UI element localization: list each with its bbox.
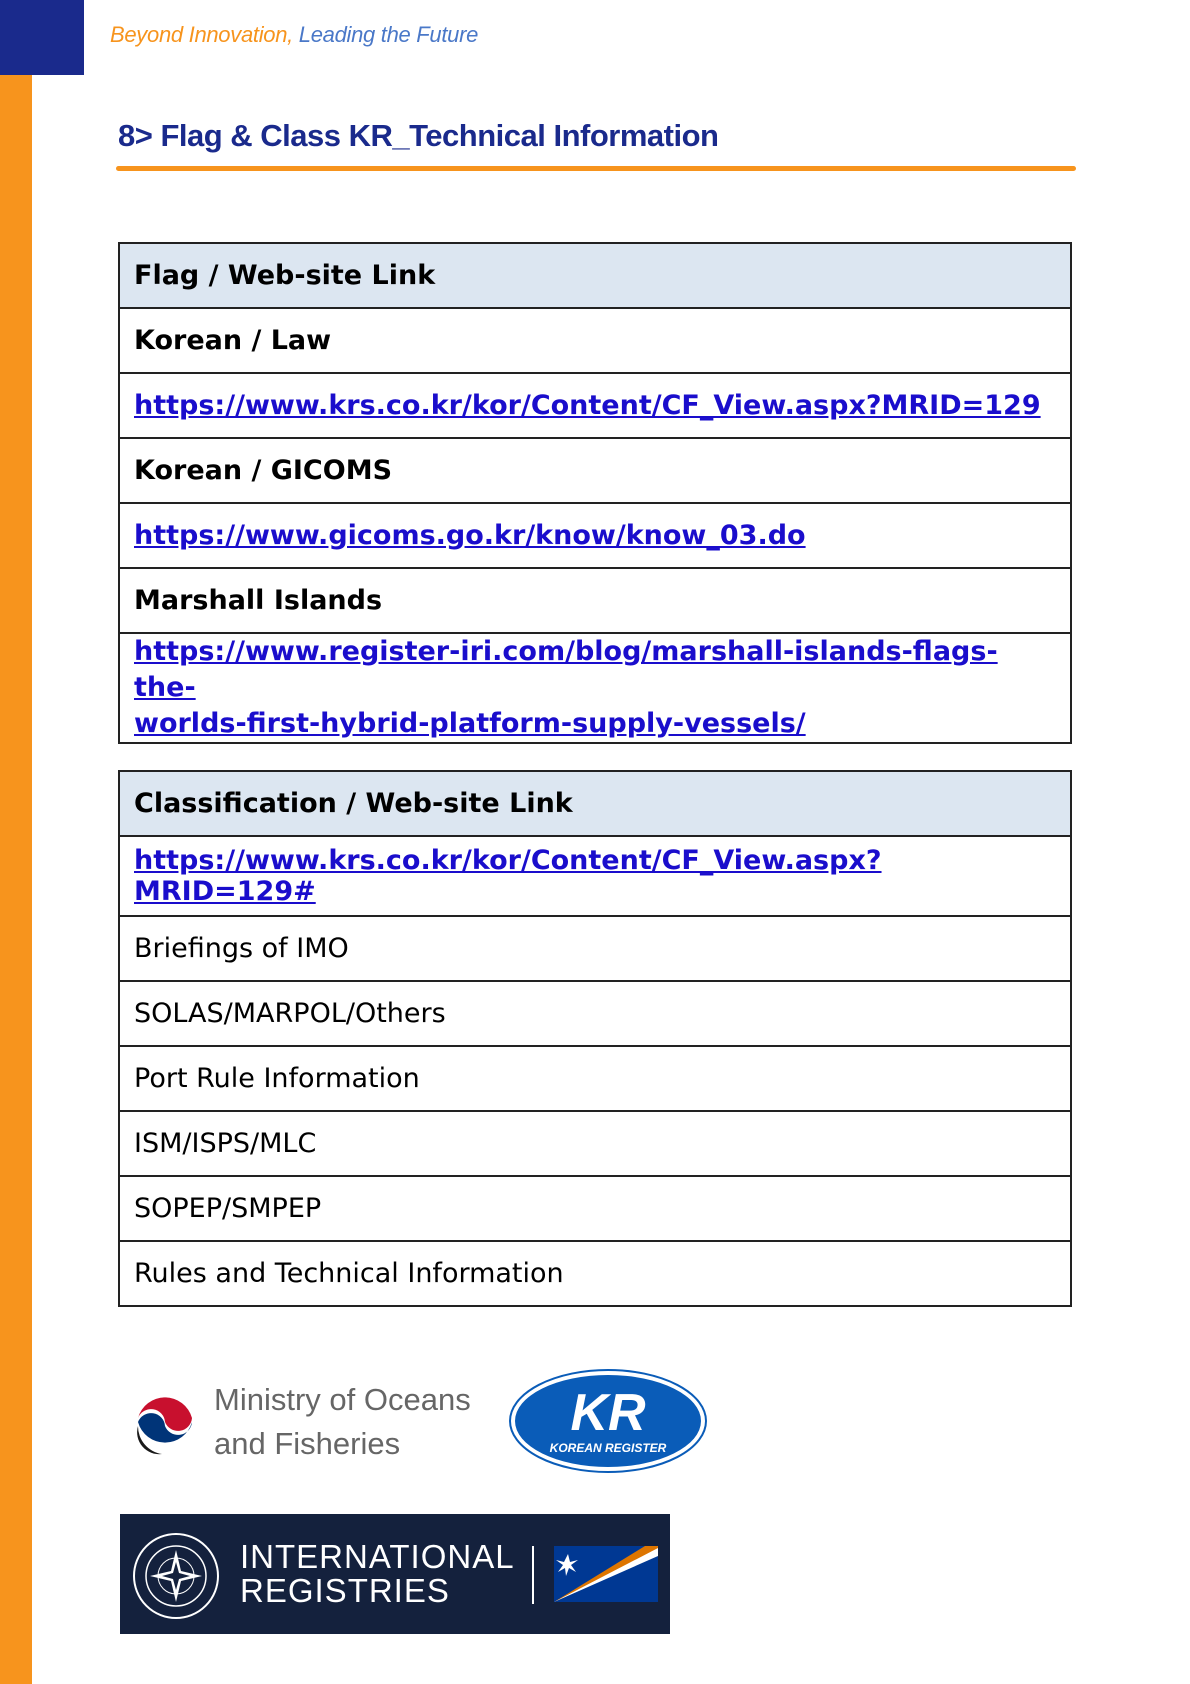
link-krs-class[interactable]: https://www.krs.co.kr/kor/Content/CF_View.aspx?MRID=129# bbox=[134, 845, 882, 907]
ir-seal-icon bbox=[130, 1530, 222, 1622]
link-register-iri[interactable]: https://www.register-iri.com/blog/marshall-islands-flags-the- worlds-first-hybrid-platform-supply-vessels/ bbox=[134, 636, 998, 739]
table-row bbox=[119, 503, 1071, 568]
flag-korean-law: Korean / Law bbox=[119, 308, 1071, 373]
table-row bbox=[119, 1241, 1071, 1306]
link-krs-law[interactable]: https://www.krs.co.kr/kor/Content/CF_View.aspx?MRID=129 bbox=[134, 390, 1041, 421]
table-row bbox=[119, 1046, 1071, 1111]
marshall-islands-flag-icon bbox=[554, 1546, 658, 1602]
ir-logo-text: INTERNATIONAL REGISTRIES bbox=[240, 1538, 515, 1609]
flag-table-header: Flag / Web-site Link bbox=[119, 243, 1071, 308]
table-row bbox=[119, 981, 1071, 1046]
table-row bbox=[119, 1176, 1071, 1241]
kr-logo-big: KR bbox=[570, 1384, 646, 1442]
corner-block bbox=[0, 0, 84, 75]
table-header-row bbox=[119, 243, 1071, 308]
class-table-header: Classification / Web-site Link bbox=[119, 771, 1071, 836]
flag-table bbox=[118, 242, 1072, 744]
list-item: Briefings of IMO bbox=[119, 916, 1071, 981]
korean-register-logo-icon bbox=[508, 1368, 708, 1474]
classification-table bbox=[118, 770, 1072, 1307]
table-row bbox=[119, 1111, 1071, 1176]
ir-logo-divider bbox=[532, 1546, 534, 1604]
flag-korean-gicoms: Korean / GICOMS bbox=[119, 438, 1071, 503]
table-row bbox=[119, 568, 1071, 633]
kr-logo-small: KOREAN REGISTER bbox=[549, 1441, 667, 1455]
mof-emblem-icon bbox=[132, 1378, 198, 1464]
list-item: Port Rule Information bbox=[119, 1046, 1071, 1111]
flag-marshall-islands: Marshall Islands bbox=[119, 568, 1071, 633]
table-row bbox=[119, 633, 1071, 743]
mof-logo-text: Ministry of Oceans and Fisheries bbox=[214, 1382, 471, 1461]
table-header-row bbox=[119, 771, 1071, 836]
list-item: Rules and Technical Information bbox=[119, 1241, 1071, 1306]
side-accent-bar bbox=[0, 0, 32, 1684]
tagline: Beyond Innovation, Leading the Future bbox=[110, 22, 479, 47]
table-row bbox=[119, 836, 1071, 916]
page-title: 8> Flag & Class KR_Technical Information bbox=[118, 118, 719, 153]
title-underline bbox=[116, 166, 1076, 171]
list-item: SOLAS/MARPOL/Others bbox=[119, 981, 1071, 1046]
table-row bbox=[119, 438, 1071, 503]
list-item: ISM/ISPS/MLC bbox=[119, 1111, 1071, 1176]
table-row bbox=[119, 373, 1071, 438]
link-gicoms[interactable]: https://www.gicoms.go.kr/know/know_03.do bbox=[134, 520, 806, 551]
table-row bbox=[119, 916, 1071, 981]
table-row bbox=[119, 308, 1071, 373]
list-item: SOPEP/SMPEP bbox=[119, 1176, 1071, 1241]
